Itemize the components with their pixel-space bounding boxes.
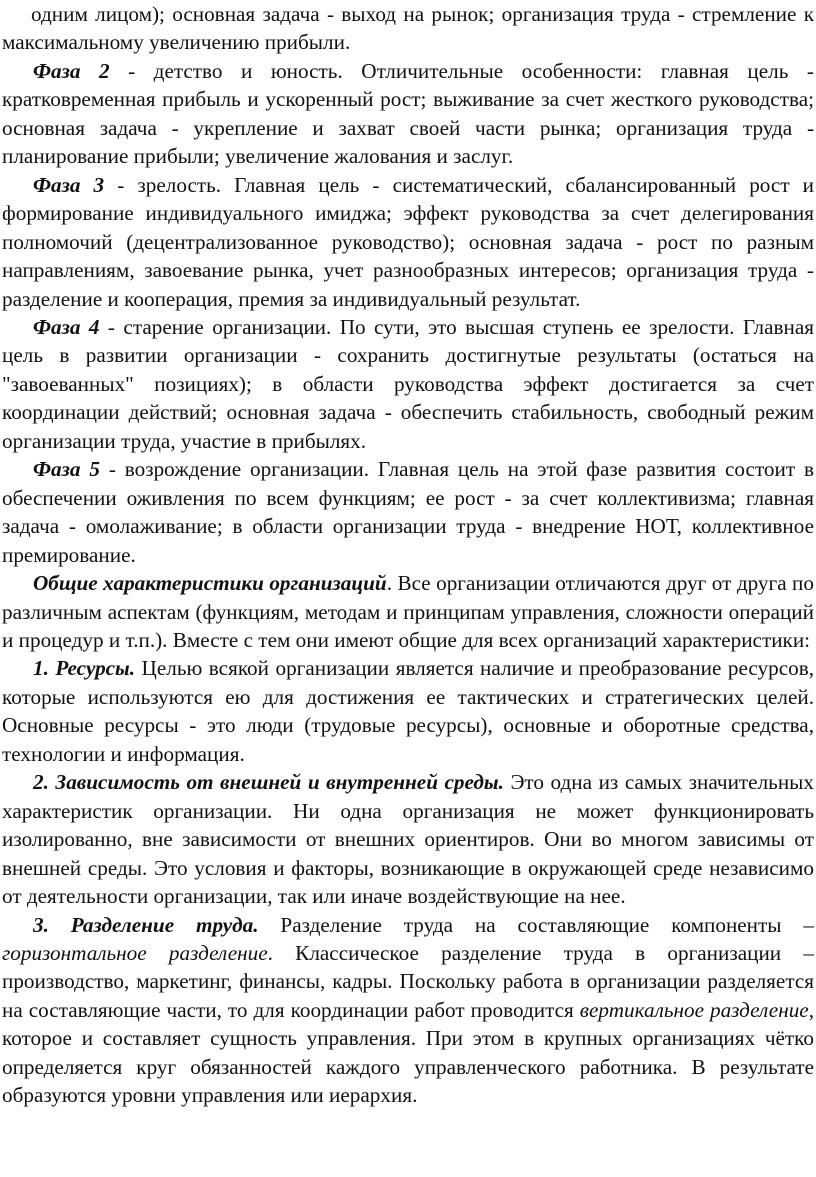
paragraph-phase-1-end — [2, 0, 814, 57]
phase-3-label: Фаза 3 — [33, 172, 105, 197]
paragraph-text: - возрождение организации. Главная цель на этой фазе развития состоит в обеспечении оживления по всем функциям; ее рост - за счет коллективизма; главная задача - омолаживание; в области организации труда - внедрение НОТ, коллективное премирование. — [2, 457, 814, 567]
paragraph-text: , которое и составляет сущность управления. При этом в крупных организациях чётко определяется круг обязанностей каждого управленческого работника. В результате образуются уровни управления или иерархия. — [2, 997, 814, 1108]
paragraph-phase-2 — [2, 57, 814, 171]
paragraph-text: Разделение труда на составляющие компоненты – — [258, 912, 814, 937]
paragraph-environment-dependence — [2, 768, 814, 910]
paragraph-resources — [2, 654, 814, 768]
paragraph-general-characteristics — [2, 569, 814, 654]
horizontal-division-term: горизонтальное разделение — [2, 940, 268, 965]
resources-label: 1. Ресурсы. — [33, 656, 136, 681]
paragraph-text: Целью всякой организации является наличие и преобразование ресурсов, которые используются ею для достижения ее тактических и стратегических целей. Основные ресурсы - это люди (трудовые ресурсы), основные и оборотные средства, технологии и информация. — [2, 656, 814, 766]
paragraph-text: Это одна из самых значительных характеристик организации. Ни одна организация не может функционировать изолированно, вне зависимости от внешних ориентиров. Они во многом зависимы от внешней среды. Это условия и факторы, возникающие в окружающей среде независимо от деятельности организации, так или иначе воздействующие на нее. — [2, 770, 814, 909]
division-of-labor-label: 3. Разделение труда. — [33, 912, 259, 937]
paragraph-text: - зрелость. Главная цель - систематический, сбалансированный рост и формирование индивидуального имиджа; эффект руководства за счет делегирования полномочий (децентрализованное руководство); основная задача - рост по разным направлениям, завоевание рынка, учет разнообразных интересов; организация труда - разделение и кооперация, премия за индивидуальный результат. — [2, 172, 815, 311]
paragraph-text: . Классическое разделение труда в организации – производство, маркетинг, финансы, кадры. Поскольку работа в организации разделяется на составляющие части, то для координации работ проводится — [2, 940, 814, 1022]
phase-5-label: Фаза 5 — [33, 457, 100, 482]
paragraph-text: одним лицом); основная задача - выход на рынок; организация труда - стремление к максимальному увеличению прибыли. — [2, 2, 814, 55]
paragraph-text: - детство и юность. Отличительные особенности: главная цель - кратковременная прибыль и ускоренный рост; выживание за счет жесткого руководства; основная задача - укрепление и захват своей части рынка; организация труда - планирование прибыли; увеличение жалования и заслуг. — [2, 58, 814, 169]
environment-dependence-label: 2. Зависимость от внешней и внутренней среды. — [33, 770, 504, 795]
paragraph-text: . Все организации отличаются друг от друга по различным аспектам (функциям, методам и принципам управления, сложности операций и процедур и т.п.). Вместе с тем они имеют общие для всех организаций характеристики: — [2, 571, 814, 652]
phase-4-label: Фаза 4 — [33, 314, 100, 339]
phase-2-label: Фаза 2 — [33, 58, 110, 83]
paragraph-phase-4 — [2, 313, 814, 455]
general-characteristics-label: Общие характеристики организаций — [33, 571, 387, 596]
vertical-division-term: вертикальное разделение — [579, 997, 809, 1022]
paragraph-division-of-labor — [2, 911, 814, 1110]
paragraph-phase-5 — [2, 455, 814, 569]
paragraph-text: - старение организации. По сути, это высшая ступень ее зрелости. Главная цель в развитии организации - сохранить достигнутые результаты (остаться на "завоеванных" позициях); в области руководства эффект достигается за счет координации действий; основная задача - обеспечить стабильность, свободный режим организации труда, участие в прибылях. — [2, 314, 815, 453]
paragraph-phase-3 — [2, 171, 814, 313]
